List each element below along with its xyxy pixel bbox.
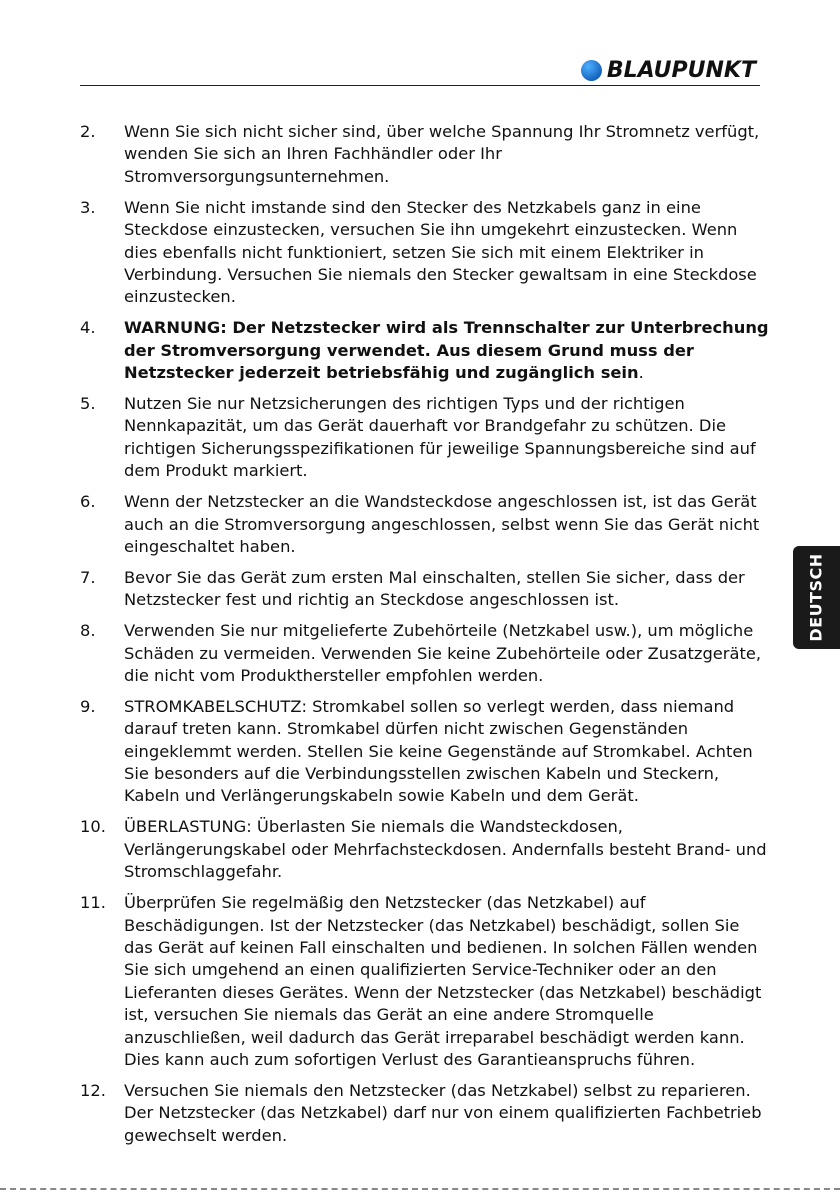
list-item xyxy=(80,393,770,483)
safety-instructions-list xyxy=(80,121,770,1156)
header-rule xyxy=(80,85,760,86)
item-number: 5. xyxy=(80,393,96,413)
item-text: Verwenden Sie nur mitgelieferte Zubehörteile (Netzkabel usw.), um mögliche Schäden zu vermeiden. Verwenden Sie keine Zubehörteile oder Zusatzgeräte, die nicht vom Produkthersteller empfohlen werden. xyxy=(124,621,762,685)
item-text: ÜBERLASTUNG: Überlasten Sie niemals die Wandsteckdosen, Verlängerungskabel oder Mehrfachsteckdosen. Andernfalls besteht Brand- und Stromschlaggefahr. xyxy=(124,817,767,882)
item-number: 12. xyxy=(80,1080,106,1100)
item-text: Bevor Sie das Gerät zum ersten Mal einschalten, stellen Sie sicher, dass der Netzstecker fest und richtig an Steckdose angeschlossen ist. xyxy=(124,567,745,610)
brand-logo xyxy=(581,58,756,83)
warning-text-end: . xyxy=(638,363,644,383)
list-item xyxy=(80,620,770,687)
page-bottom-edge xyxy=(0,1188,840,1192)
item-text xyxy=(124,317,770,384)
list-item xyxy=(80,567,770,612)
warning-text: WARNUNG: Der Netzstecker wird als Trennschalter zur Unterbrechung der Stromversorgung verwendet. Aus diesem Grund muss der Netzstecker jederzeit betriebsfähig und zugänglich sein xyxy=(124,318,769,383)
item-number: 3. xyxy=(80,197,96,217)
item-text: Überprüfen Sie regelmäßig den Netzstecker (das Netzkabel) auf Beschädigungen. Ist der Netzstecker (das Netzkabel) beschädigt, sollen Sie das Gerät auf keinen Fall einschalten und bedienen. In solchen Fällen wenden Sie sich umgehend an einen qualifizierten Service-Techniker oder an den Lieferanten dieses Gerätes. Wenn der Netzstecker (das Netzkabel) beschädigt ist, versuchen Sie niemals das Gerät an eine andere Stromquelle anzuschließen, weil dadurch das Gerät irreparabel beschädigt werden kann. Dies kann auch zum sofortigen Verlust des Garantieanspruchs führen. xyxy=(124,893,762,1069)
brand-dot-icon xyxy=(581,60,602,81)
list-item xyxy=(80,816,770,883)
item-number: 10. xyxy=(80,817,106,837)
language-tab xyxy=(793,546,840,649)
item-text: STROMKABELSCHUTZ: Stromkabel sollen so verlegt werden, dass niemand darauf treten kann. Stromkabel dürfen nicht zwischen Gegenständen eingeklemmt werden. Stellen Sie keine Gegenstände auf Stromkabel. Achten Sie besonders auf die Verbindungsstellen zwischen Kabeln und Steckern, Kabeln und Verlängerungskabeln sowie Kabeln und dem Gerät. xyxy=(124,696,753,806)
item-text: Nutzen Sie nur Netzsicherungen des richtigen Typs und der richtigen Nennkapazität, um das Gerät dauerhaft vor Brandgefahr zu schützen. Die richtigen Sicherungsspezifikationen für jeweilige Spannungsbereiche sind auf dem Produkt markiert. xyxy=(124,393,756,481)
item-text: Wenn der Netzstecker an die Wandsteckdose angeschlossen ist, ist das Gerät auch an die Stromversorgung angeschlossen, selbst wenn Sie das Gerät nicht eingeschaltet haben. xyxy=(124,492,760,556)
list-item xyxy=(80,197,770,309)
item-number: 6. xyxy=(80,492,96,512)
item-number: 8. xyxy=(80,621,96,641)
list-item xyxy=(80,121,770,188)
item-text: Versuchen Sie niemals den Netzstecker (das Netzkabel) selbst zu reparieren. Der Netzstecker (das Netzkabel) darf nur von einem qualifizierten Fachbetrieb gewechselt werden. xyxy=(124,1080,762,1145)
list-item xyxy=(80,491,770,558)
item-number: 2. xyxy=(80,122,96,141)
item-number: 4. xyxy=(80,318,96,338)
item-text: Wenn Sie nicht imstande sind den Stecker des Netzkabels ganz in eine Steckdose einzustecken, versuchen Sie ihn umgekehrt einzustecken. Wenn dies ebenfalls nicht funktioniert, setzen Sie sich mit einem Elektriker in Verbindung. Versuchen Sie niemals den Stecker gewaltsam in eine Steckdose einzustecken. xyxy=(124,197,757,307)
list-item-warning xyxy=(80,317,770,384)
item-number: 11. xyxy=(80,893,106,913)
item-text: Wenn Sie sich nicht sicher sind, über welche Spannung Ihr Stromnetz verfügt, wenden Sie sich an Ihren Fachhändler oder Ihr Stromversorgungsunternehmen. xyxy=(124,122,760,186)
language-tab-label: DEUTSCH xyxy=(807,553,826,642)
list-item xyxy=(80,892,770,1071)
brand-name: BLAUPUNKT xyxy=(606,58,756,83)
list-item xyxy=(80,1080,770,1147)
item-number: 9. xyxy=(80,696,96,716)
item-number: 7. xyxy=(80,567,96,587)
list-item xyxy=(80,696,770,808)
